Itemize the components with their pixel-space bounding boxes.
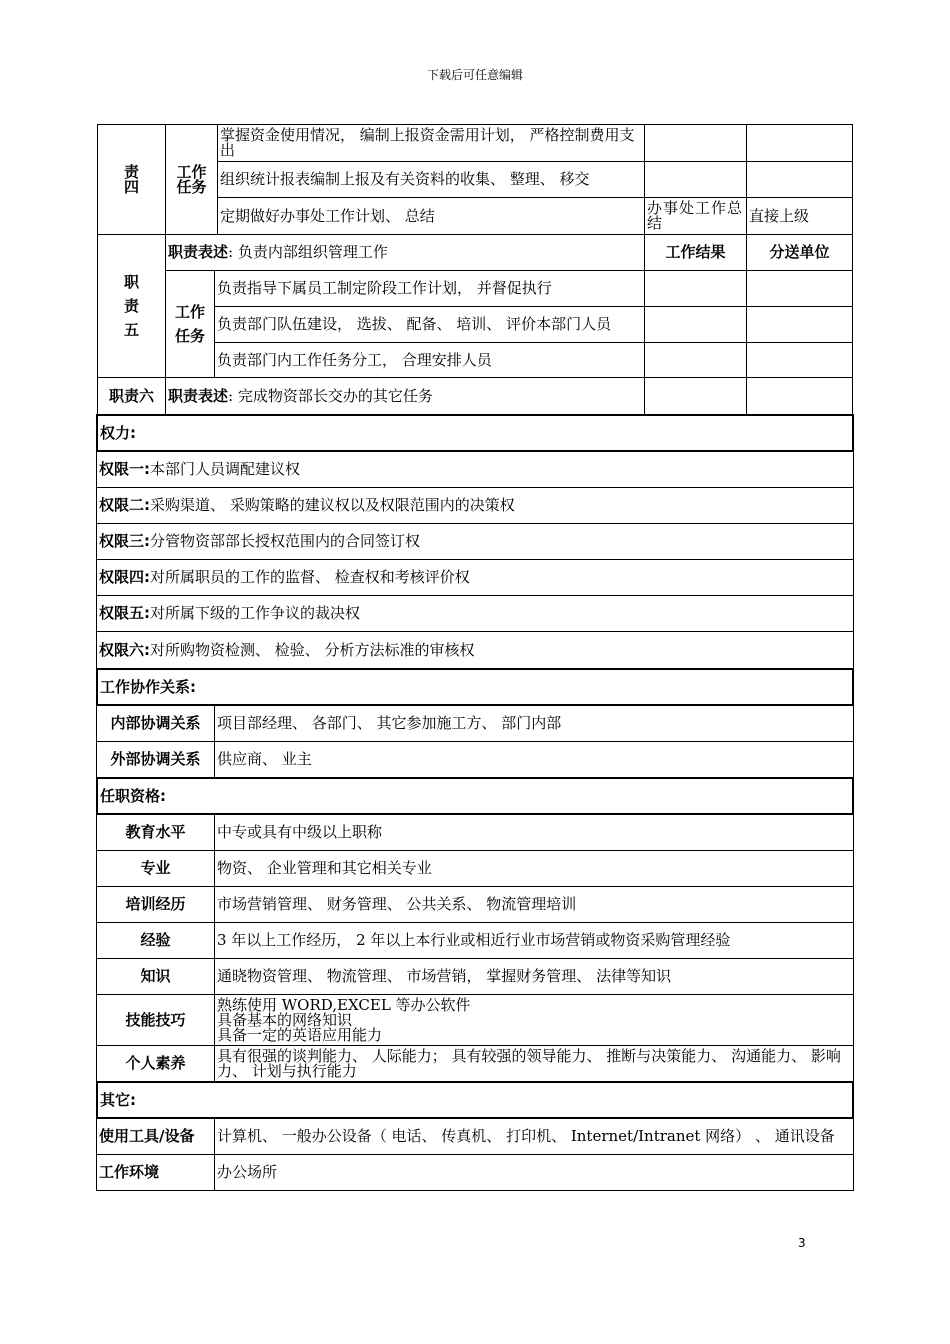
duty5-description (165, 234, 645, 271)
duty4-task-3: 定期做好办事处工作计划、 总结 (217, 197, 645, 235)
authority-text: 对所属下级的工作争议的裁决权 (150, 604, 361, 622)
experience-label: 经验 (96, 922, 215, 959)
duty6-label: 职责六 (97, 377, 166, 415)
internal-relations-label: 内部协调关系 (96, 705, 215, 742)
duty4-task-2-result (644, 161, 747, 198)
education-label: 教育水平 (96, 814, 215, 851)
duty5-tasks-label: 工作 任务 (165, 270, 215, 378)
authority-label: 权限三: (99, 532, 150, 550)
training-label: 培训经历 (96, 886, 215, 923)
authority-label: 权限二: (99, 496, 150, 514)
duty5-task-1-recipient (746, 270, 853, 307)
duty6-desc-label: 职责表述 (168, 386, 229, 405)
tools-value: 计算机、 一般办公设备（ 电话、 传真机、 打印机、 Internet/Intranet 网络） 、 通讯设备 (214, 1118, 854, 1155)
authority-label: 权限六: (99, 640, 150, 659)
duty5-task-1: 负责指导下属员工制定阶段工作计划， 并督促执行 (214, 270, 645, 307)
tools-label: 使用工具/设备 (96, 1118, 215, 1155)
external-relations-label: 外部协调关系 (96, 741, 215, 778)
education-value: 中专或具有中级以上职称 (214, 814, 854, 851)
skills-value (214, 994, 854, 1046)
duty4-task-1: 掌握资金使用情况， 编制上报资金需用计划， 严格控制费用支出 (217, 124, 645, 162)
duty5-task-2-recipient (746, 306, 853, 343)
authority-item-5 (96, 595, 854, 632)
page-number: 3 (798, 1236, 806, 1250)
duty5-desc-text: : 负责内部组织管理工作 (228, 243, 388, 261)
duty5-task-1-result (644, 270, 747, 307)
major-value: 物资、 企业管理和其它相关专业 (214, 850, 854, 887)
authority-title: 权力: (96, 414, 854, 452)
duty4-task-2: 组织统计报表编制上报及有关资料的收集、 整理、 移交 (217, 161, 645, 198)
duty6-recipient (746, 377, 853, 415)
authority-item-4 (96, 559, 854, 596)
duty5-task-3: 负责部门内工作任务分工， 合理安排人员 (214, 342, 645, 378)
duty6-desc-text: : 完成物资部长交办的其它任务 (228, 386, 433, 405)
authority-label: 权限五: (99, 604, 150, 622)
duty4-result: 办事处工作总结 (644, 197, 747, 235)
external-relations-value: 供应商、 业主 (214, 741, 854, 778)
skill-item: 具备一定的英语应用能力 (217, 1025, 383, 1044)
duty4-task-1-recipient (746, 124, 853, 162)
skill-item: 熟练使用 WORD,EXCEL 等办公软件 (217, 995, 471, 1014)
knowledge-label: 知识 (96, 958, 215, 995)
personal-quality-label: 个人素养 (96, 1045, 215, 1082)
other-title: 其它: (96, 1081, 854, 1119)
duty5-task-3-recipient (746, 342, 853, 378)
authority-text: 采购渠道、 采购策略的建议权以及权限范围内的决策权 (150, 496, 515, 514)
authority-text: 对所属职员的工作的监督、 检查权和考核评价权 (150, 568, 470, 586)
duty5-task-3-result (644, 342, 747, 378)
authority-text: 分管物资部部长授权范围内的合同签订权 (150, 532, 421, 550)
authority-text: 对所购物资检测、 检验、 分析方法标准的审核权 (150, 640, 475, 659)
authority-item-1 (96, 451, 854, 488)
duty4-recipient: 直接上级 (746, 197, 853, 235)
authority-text: 本部门人员调配建议权 (150, 460, 301, 478)
duty6-result (644, 377, 747, 415)
relations-title: 工作协作关系: (96, 668, 854, 706)
recipient-header: 分送单位 (746, 234, 853, 271)
authority-item-3 (96, 523, 854, 560)
personal-quality-value: 具有很强的谈判能力、 人际能力； 具有较强的领导能力、 推断与决策能力、 沟通能力、 影响力、 计划与执行能力 (214, 1045, 854, 1082)
internal-relations-value: 项目部经理、 各部门、 其它参加施工方、 部门内部 (214, 705, 854, 742)
authority-label: 权限一: (99, 460, 150, 478)
page-header: 下载后可任意编辑 (426, 68, 523, 82)
authority-label: 权限四: (99, 568, 150, 586)
skills-label: 技能技巧 (96, 994, 215, 1046)
skill-item: 具备基本的网络知识 (217, 1010, 353, 1029)
qualifications-title: 任职资格: (96, 777, 854, 815)
duty5-label: 职 责 五 (97, 234, 166, 378)
major-label: 专业 (96, 850, 215, 887)
duty4-task-1-result (644, 124, 747, 162)
duty4-task-2-recipient (746, 161, 853, 198)
result-header: 工作结果 (644, 234, 747, 271)
duty4-label: 责 四 (97, 124, 166, 235)
duty5-task-2: 负责部门队伍建设， 选拔、 配备、 培训、 评价本部门人员 (214, 306, 645, 343)
duty4-tasks-label: 工作 任务 (165, 124, 218, 235)
environment-value: 办公场所 (214, 1154, 854, 1191)
authority-item-6 (96, 631, 854, 669)
authority-item-2 (96, 487, 854, 524)
training-value: 市场营销管理、 财务管理、 公共关系、 物流管理培训 (214, 886, 854, 923)
duty5-task-2-result (644, 306, 747, 343)
duty6-description (165, 377, 645, 415)
experience-value: 3 年以上工作经历， 2 年以上本行业或相近行业市场营销或物资采购管理经验 (214, 922, 854, 959)
environment-label: 工作环境 (96, 1154, 215, 1191)
knowledge-value: 通晓物资管理、 物流管理、 市场营销， 掌握财务管理、 法律等知识 (214, 958, 854, 995)
duty5-desc-label: 职责表述 (168, 243, 229, 261)
